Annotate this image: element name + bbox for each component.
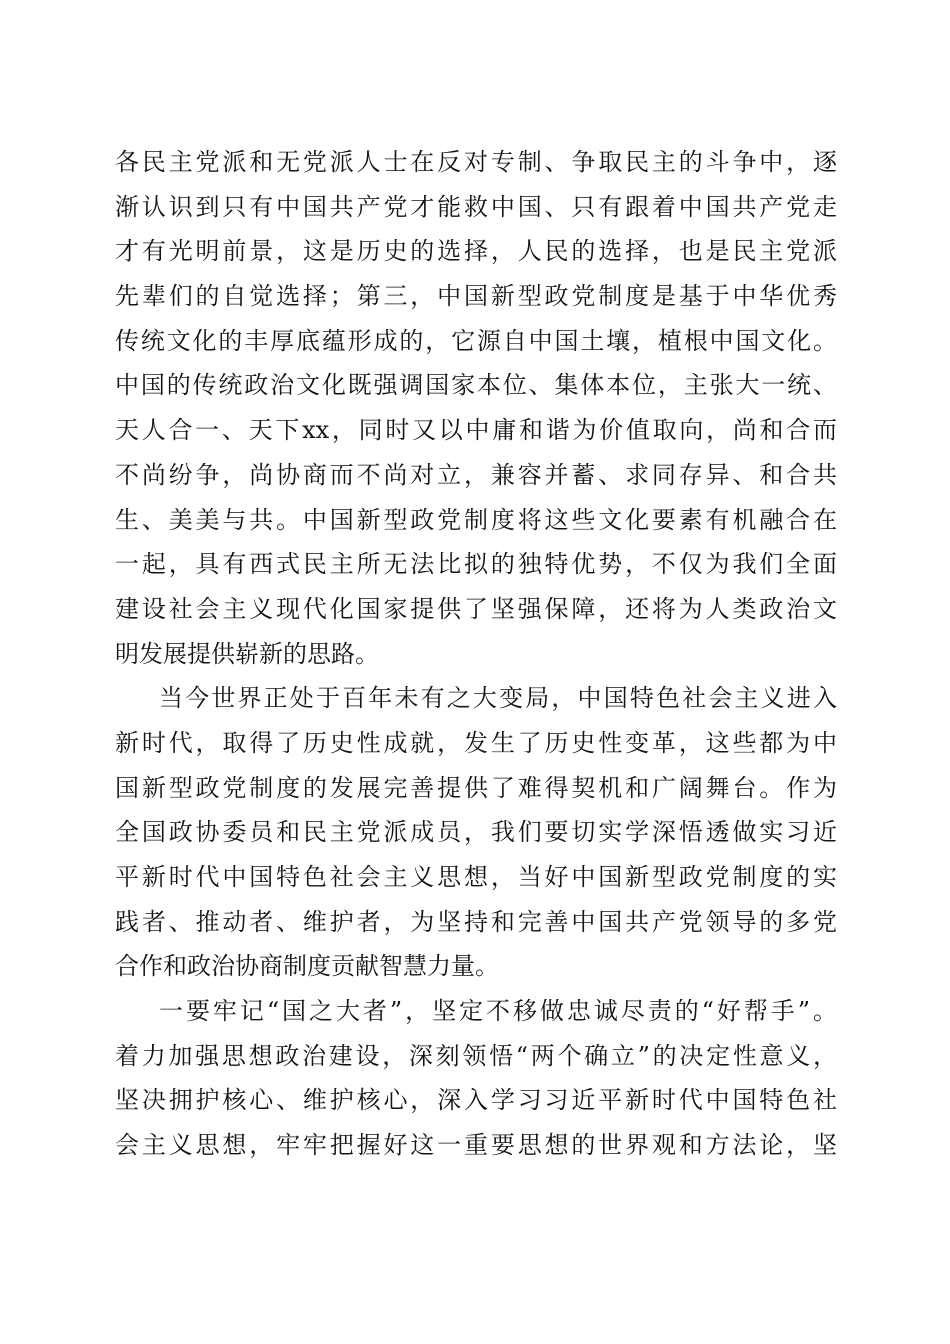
paragraph-start-line: 一要牢记“国之大者”，坚定不移做忠诚尽责的“好帮手”。 (159, 997, 837, 1026)
paragraph-end-line: 合作和政治协商制度贡献智慧力量。 (115, 952, 499, 981)
text-line: 先辈们的自觉选择；第三，中国新型政党制度是基于中华优秀 (115, 282, 837, 311)
text-line: 建设社会主义现代化国家提供了坚强保障，还将为人类政治文 (115, 594, 837, 623)
text-line: 天人合一、天下xx，同时又以中庸和谐为价值取向，尚和合而 (115, 416, 837, 445)
text-line: 中国的传统政治文化既强调国家本位、集体本位，主张大一统、 (115, 371, 837, 400)
text-line: 会主义思想，牢牢把握好这一重要思想的世界观和方法论，坚 (115, 1131, 837, 1160)
text-line: 渐认识到只有中国共产党才能救中国、只有跟着中国共产党走 (115, 192, 837, 221)
text-line: 才有光明前景，这是历史的选择，人民的选择，也是民主党派 (115, 237, 837, 266)
text-line: 全国政协委员和民主党派成员，我们要切实学深悟透做实习近 (115, 818, 837, 847)
text-line: 各民主党派和无党派人士在反对专制、争取民主的斗争中，逐 (115, 148, 837, 176)
paragraph-start-line: 当今世界正处于百年未有之大变局，中国特色社会主义进入 (159, 684, 837, 713)
text-line: 坚决拥护核心、维护核心，深入学习习近平新时代中国特色社 (115, 1086, 837, 1115)
text-line: 践者、推动者、维护者，为坚持和完善中国共产党领导的多党 (115, 907, 837, 936)
text-line: 着力加强思想政治建设，深刻领悟“两个确立”的决定性意义， (115, 1041, 837, 1070)
text-line: 不尚纷争，尚协商而不尚对立，兼容并蓄、求同存异、和合共 (115, 460, 837, 489)
paragraph-end-line: 明发展提供崭新的思路。 (115, 639, 379, 668)
body-text (115, 140, 837, 1168)
text-line: 国新型政党制度的发展完善提供了难得契机和广阔舞台。作为 (115, 773, 837, 802)
text-line: 传统文化的丰厚底蕴形成的，它源自中国土壤，植根中国文化。 (115, 326, 837, 355)
text-line: 生、美美与共。中国新型政党制度将这些文化要素有机融合在 (115, 505, 837, 534)
text-line: 新时代，取得了历史性成就，发生了历史性变革，这些都为中 (115, 728, 837, 757)
text-line: 平新时代中国特色社会主义思想，当好中国新型政党制度的实 (115, 863, 837, 891)
text-line: 一起，具有西式民主所无法比拟的独特优势，不仅为我们全面 (115, 550, 837, 579)
